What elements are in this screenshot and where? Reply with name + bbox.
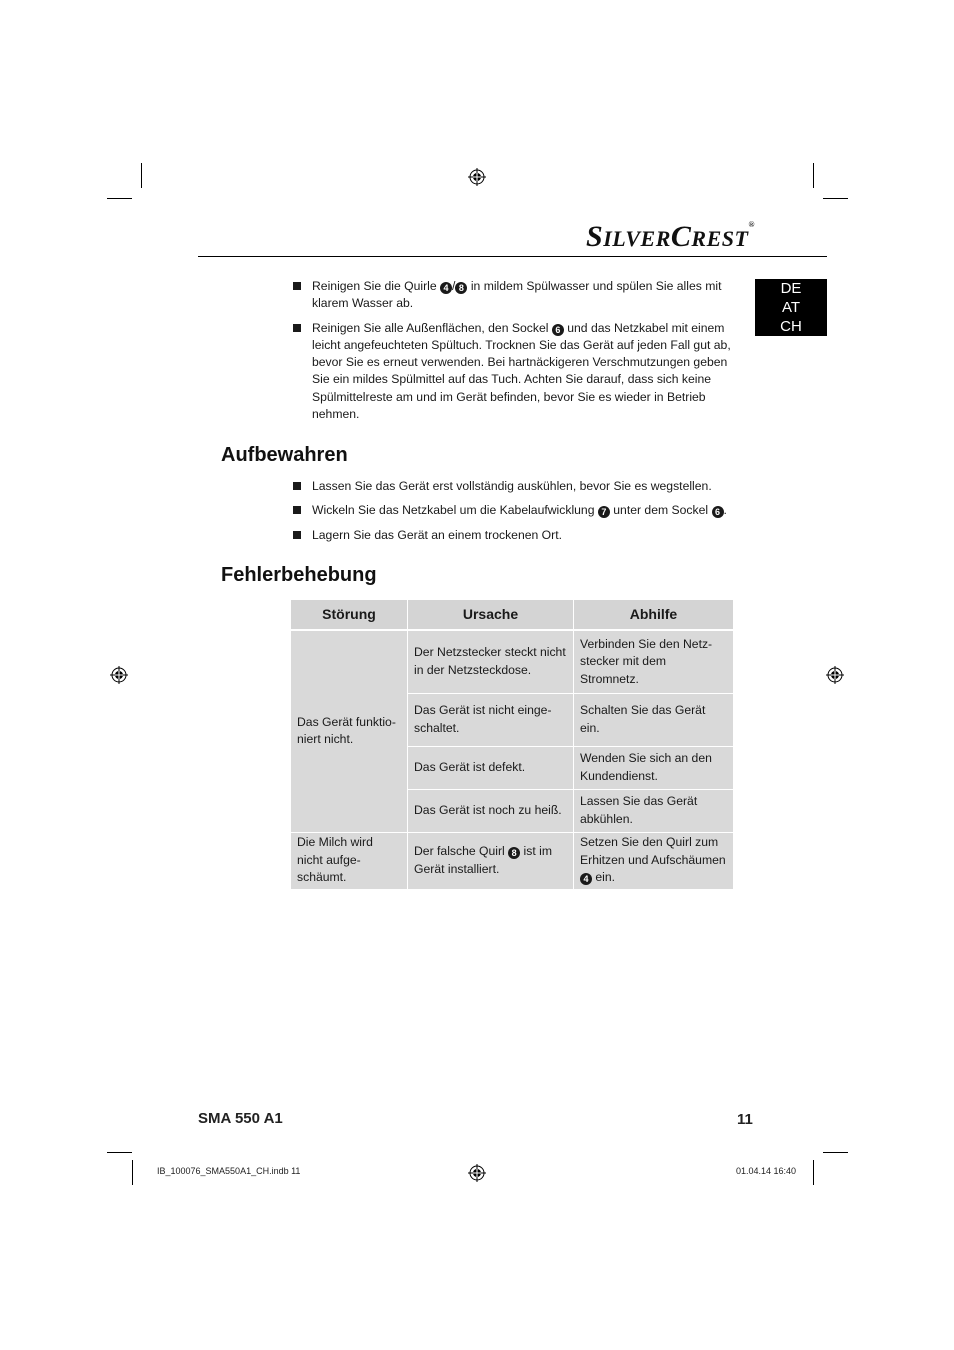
crop-mark: [813, 1160, 814, 1185]
lang-de: DE: [780, 280, 802, 297]
brand-silver: ILVER: [603, 226, 671, 251]
remedy-cell: Setzen Sie den Quirl zum Erhitzen und Aufschäumen 4 ein.: [574, 832, 734, 889]
list-item: Wickeln Sie das Netzkabel um die Kabelaufwicklung 7 unter dem Sockel 6 .: [293, 502, 752, 519]
list-item: Lagern Sie das Gerät an einem trockenen Ort.: [293, 527, 752, 544]
bullet-icon: [293, 506, 301, 514]
cause-cell: Der falsche Quirl 8 ist im Gerät installiert.: [408, 832, 574, 889]
remedy-cell: Wenden Sie sich an den Kundendienst.: [574, 746, 734, 789]
file-slug: IB_100076_SMA550A1_CH.indb 11: [157, 1166, 301, 1176]
cause-cell: Das Gerät ist noch zu heiß.: [408, 789, 574, 832]
table-row: [291, 832, 734, 889]
page-number: 11: [737, 1111, 753, 1128]
part-number-badge: 4: [580, 873, 592, 885]
crop-mark: [823, 198, 848, 199]
storage-list: [293, 478, 752, 544]
registration-mark-icon: [826, 666, 844, 684]
registration-mark-icon: [468, 1164, 486, 1182]
list-item: Reinigen Sie die Quirle 4 / 8 in mildem Spülwasser und spülen Sie alles mit klarem Wasser ab.: [293, 278, 733, 313]
remedy-cell: Lassen Sie das Gerät abkühlen.: [574, 789, 734, 832]
header-rule: [198, 256, 827, 257]
crop-mark: [107, 1152, 132, 1153]
model-number: SMA 550 A1: [198, 1110, 283, 1127]
bullet-icon: [293, 324, 301, 332]
crop-mark: [813, 163, 814, 188]
remedy-cell: Verbinden Sie den Netz-stecker mit dem Stromnetz.: [574, 630, 734, 693]
troubleshooting-table: [290, 599, 734, 890]
part-number-badge: 6: [552, 324, 564, 336]
section-title-troubleshooting: Fehlerbehebung: [221, 564, 377, 586]
part-number-badge: 7: [598, 506, 610, 518]
registration-mark-icon: [468, 168, 486, 186]
fault-cell: Das Gerät funktio-niert nicht.: [291, 630, 408, 832]
section-title-storage: Aufbewahren: [221, 444, 348, 466]
language-tab: [755, 279, 827, 336]
column-header-fault: Störung: [291, 600, 408, 631]
crop-mark: [141, 163, 142, 188]
registration-mark-icon: [110, 666, 128, 684]
part-number-badge: 6: [712, 506, 724, 518]
bullet-icon: [293, 482, 301, 490]
column-header-cause: Ursache: [408, 600, 574, 631]
remedy-cell: Schalten Sie das Gerät ein.: [574, 693, 734, 746]
cause-cell: Das Gerät ist nicht einge-schaltet.: [408, 693, 574, 746]
bullet-icon: [293, 531, 301, 539]
part-number-badge: 8: [455, 282, 467, 294]
bullet-icon: [293, 282, 301, 290]
column-header-remedy: Abhilfe: [574, 600, 734, 631]
list-item: Lassen Sie das Gerät erst vollständig auskühlen, bevor Sie es wegstellen.: [293, 478, 752, 495]
crop-mark: [107, 198, 132, 199]
list-item: Reinigen Sie alle Außenflächen, den Sockel 6 und das Netzkabel mit einem leicht angefeuchteten Spültuch. Trocknen Sie das Gerät auf jeden Fall gut ab, bevor Sie es erneut verwenden. Bei hartnäckigeren Verschmutzungen geben Sie ein mildes Spülmittel auf das Tuch. Achten Sie darauf, dass sich keine Spülmittelreste am und im Gerät befinden, bevor Sie es wieder in Betrieb nehmen.: [293, 320, 733, 424]
registered-mark: ®: [748, 220, 755, 229]
print-datetime: 01.04.14 16:40: [736, 1166, 797, 1176]
crop-mark: [132, 1160, 133, 1185]
table-row: [291, 630, 734, 693]
table-header-row: [291, 600, 734, 631]
cause-cell: Der Netzstecker steckt nicht in der Netzsteckdose.: [408, 630, 574, 693]
cleaning-list: [293, 278, 733, 423]
crop-mark: [823, 1152, 848, 1153]
lang-at: AT: [781, 299, 801, 316]
part-number-badge: 4: [440, 282, 452, 294]
part-number-badge: 8: [508, 847, 520, 859]
lang-ch: CH: [780, 318, 802, 335]
brand-logo: SILVERCREST®: [586, 220, 755, 253]
fault-cell: Die Milch wird nicht aufge-schäumt.: [291, 832, 408, 889]
cause-cell: Das Gerät ist defekt.: [408, 746, 574, 789]
